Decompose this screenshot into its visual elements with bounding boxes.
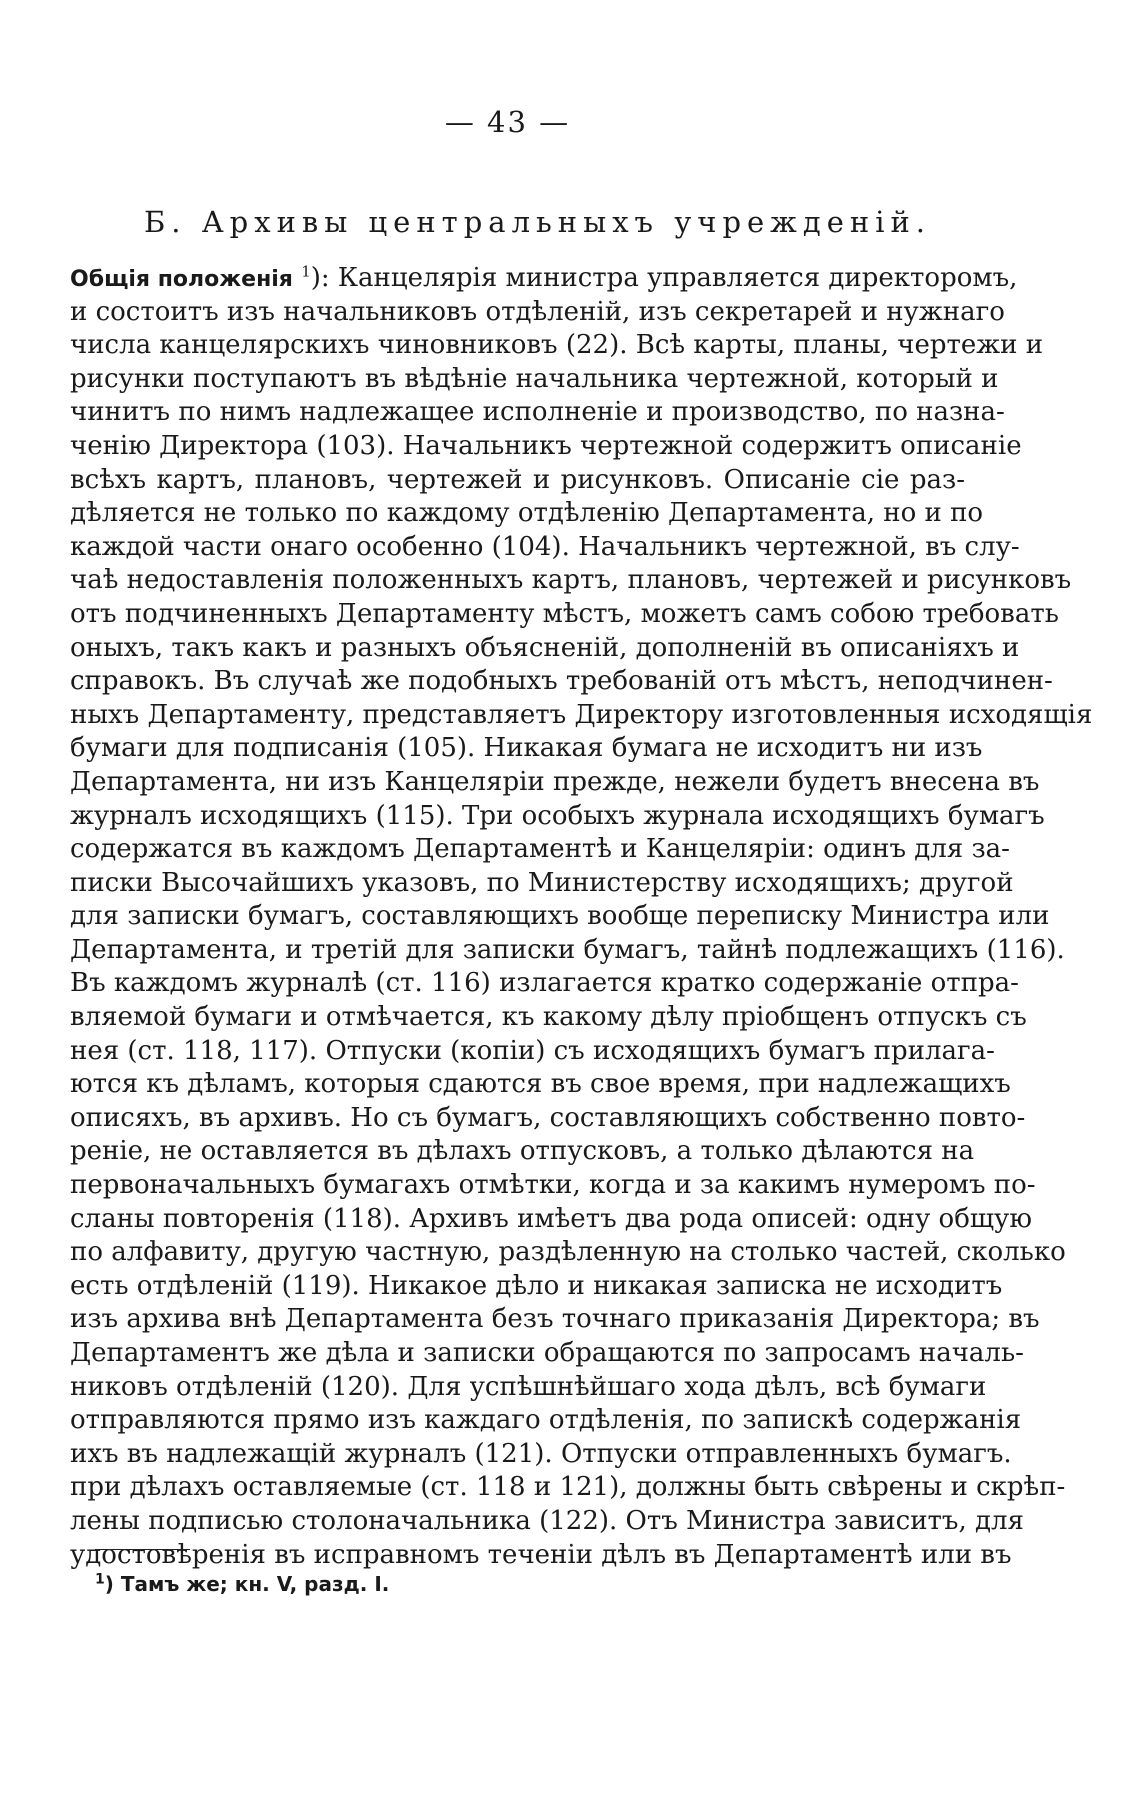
text-line: чаѣ недоставленія положенныхъ картъ, плановъ, чертежей и рисунковъ <box>70 565 1072 596</box>
section-title: Б. Архивы центральныхъ учрежденій. <box>143 205 932 239</box>
text-line: Департаментъ же дѣла и записки обращаются по запросамъ началь- <box>70 1338 1024 1368</box>
body-paragraph <box>70 262 1093 1572</box>
text-line: никовъ отдѣленій (120). Для успѣшнѣйшаго хода дѣлъ, всѣ бумаги <box>70 1371 987 1402</box>
text-line: при дѣлахъ оставляемые (ст. 118 и 121), должны быть свѣрены и скрѣп- <box>70 1472 1066 1503</box>
first-line-text: ): Канцелярія министра управляется директоромъ, <box>310 263 1018 293</box>
text-line: числа канцелярскихъ чиновниковъ (22). Всѣ карты, планы, чертежи и <box>70 330 1044 361</box>
text-line: ются къ дѣламъ, которыя сдаются въ свое время, при надлежащихъ <box>70 1069 1011 1100</box>
text-line: изъ архива внѣ Департамента безъ точнаго приказанія Директора; въ <box>70 1304 1040 1335</box>
footnote-text: ) Тамъ же; кн. V, разд. I. <box>104 1572 390 1596</box>
text-line: содержатся въ каждомъ Департаментѣ и Канцеляріи: одинъ для за- <box>70 834 1010 865</box>
text-line: отправляются прямо изъ каждаго отдѣленія, по запискѣ содержанія <box>70 1405 1022 1436</box>
text-line <box>70 262 1018 296</box>
text-line: чинитъ по нимъ надлежащее исполненіе и производство, по назна- <box>70 397 1005 428</box>
footnote-reference[interactable]: 1 <box>301 262 311 281</box>
text-line: лены подписью столоначальника (122). Отъ Министра зависитъ, для <box>70 1505 1024 1536</box>
text-line: сланы повторенія (118). Архивъ имѣетъ два рода описей: одну общую <box>70 1203 1032 1234</box>
text-line: ихъ въ надлежащій журналъ (121). Отпуски отправленныхъ бумагъ. <box>70 1438 1012 1469</box>
text-line: вляемой бумаги и отмѣчается, къ какому дѣлу пріобщенъ отпускъ съ <box>70 1002 1027 1033</box>
text-line: журналъ исходящихъ (115). Три особыхъ журнала исходящихъ бумагъ <box>70 800 1045 831</box>
text-line: писки Высочайшихъ указовъ, по Министерству исходящихъ; другой <box>70 867 1014 898</box>
text-line: для записки бумагъ, составляющихъ вообще переписку Министра или <box>70 901 1050 932</box>
text-line: всѣхъ картъ, плановъ, чертежей и рисунковъ. Описаніе сіе раз- <box>70 464 965 495</box>
text-line: бумаги для подписанія (105). Никакая бумага не исходитъ ни изъ <box>70 733 983 764</box>
footnote-marker: 1 <box>95 1571 105 1588</box>
footnote-divider <box>95 1549 190 1550</box>
text-line: Департамента, и третій для записки бумагъ, тайнѣ подлежащихъ (116). <box>70 934 1065 965</box>
text-line: дѣляется не только по каждому отдѣленію Департамента, но и по <box>70 498 984 529</box>
text-line: ныхъ Департаменту, представляетъ Директору изготовленныя исходящія <box>70 699 1093 730</box>
text-line: Департамента, ни изъ Канцеляріи прежде, нежели будетъ внесена въ <box>70 766 1040 797</box>
text-line: оныхъ, такъ какъ и разныхъ объясненій, дополненій въ описаніяхъ и <box>70 632 1020 663</box>
text-line: удостовѣренія въ исправномъ теченіи дѣлъ въ Департаментѣ или въ <box>70 1539 1012 1570</box>
text-line: первоначальныхъ бумагахъ отмѣтки, когда и за какимъ нумеромъ по- <box>70 1170 1036 1201</box>
text-line: Въ каждомъ журналѣ (ст. 116) излагается кратко содержаніе отпра- <box>70 968 1019 999</box>
text-line: по алфавиту, другую частную, раздѣленную на столько частей, сколько <box>70 1237 1066 1268</box>
page-number: — 43 — <box>444 105 571 139</box>
text-line: рисунки поступаютъ въ вѣдѣніе начальника чертежной, который и <box>70 363 999 394</box>
text-line: ченію Директора (103). Начальникъ чертежной содержитъ описаніе <box>70 430 1022 461</box>
paragraph-lead: Общія положенія <box>70 267 293 292</box>
text-line: каждой части онаго особенно (104). Начальникъ чертежной, въ слу- <box>70 531 1020 562</box>
text-line: нея (ст. 118, 117). Отпуски (копіи) съ исходящихъ бумагъ прилага- <box>70 1035 995 1066</box>
footnote <box>95 1572 389 1596</box>
text-line: отъ подчиненныхъ Департаменту мѣстъ, можетъ самъ собою требовать <box>70 598 1059 629</box>
text-line: реніе, не оставляется въ дѣлахъ отпусковъ, а только дѣлаются на <box>70 1136 975 1167</box>
text-line: описяхъ, въ архивъ. Но съ бумагъ, составляющихъ собственно повто- <box>70 1102 1026 1133</box>
text-line: справокъ. Въ случаѣ же подобныхъ требованій отъ мѣстъ, неподчинен- <box>70 666 1053 697</box>
text-line: есть отдѣленій (119). Никакое дѣло и никакая записка не исходитъ <box>70 1270 1003 1301</box>
text-line: и состоитъ изъ начальниковъ отдѣленій, изъ секретарей и нужнаго <box>70 296 1005 327</box>
